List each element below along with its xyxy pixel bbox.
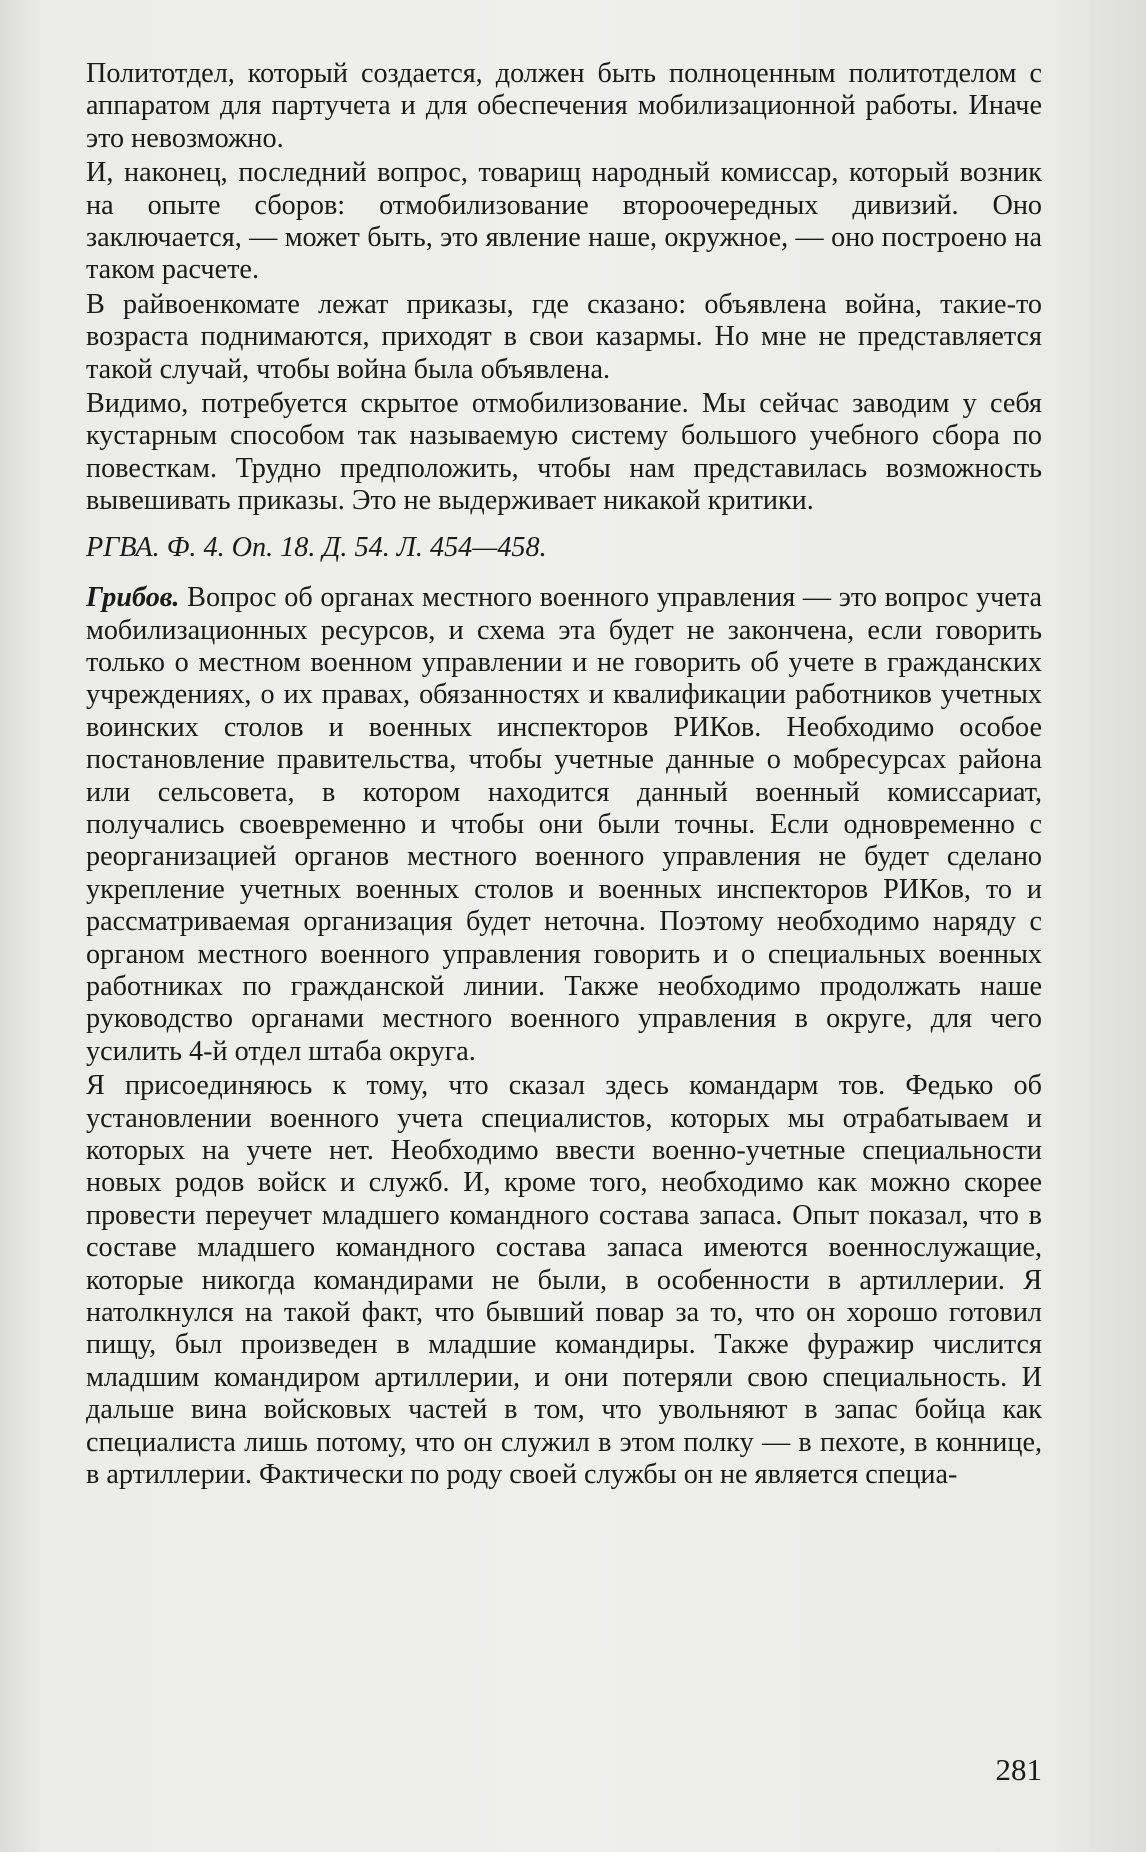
speaker-speech: Вопрос об органах местного военного управления — это вопрос учета мобилизационных ресурсов, и схема эта будет не закончена, если говорить только о местном военном управлении и не говорить об учете в гражданских учреждениях, о их правах, обязанностях и квалификации работников учетных воинских столов и военных инспекторов РИКов. Необходимо особое постановление правительства, чтобы учетные данные о мобресурсах района или сельсовета, в котором находится данный военный комиссариат, получались своевременно и чтобы они были точны. Если одновременно с реорганизацией органов местного военного управления не будет сделано укрепление учетных военных столов и военных инспекторов РИКов, то и рассматриваемая организация будет неточна. Поэтому необходимо наряду с органом местного военного управления говорить и о специальных военных работниках по гражданской линии. Также необходимо продолжать наше руководство органами местного военного управления в округе, для чего усилить 4-й отдел штаба округа. (86, 582, 1043, 1067)
archive-citation: РГВА. Ф. 4. Оп. 18. Д. 54. Л. 454—458. (86, 531, 547, 563)
paragraph-gribov (86, 582, 1042, 1068)
paragraph-fedko: Я присоединяюсь к тому, что сказал здесь командарм тов. Федько об установлении военного учета специалистов, которых мы отрабатываем и которых на учете нет. Необходимо ввести военно-учетные специальности новых родов войск и служб. И, кроме того, необходимо как можно скорее провести переучет младшего командного состава запаса. Опыт показал, что в составе младшего командного состава запаса имеются военнослужащие, которые никогда командирами не были, в особенности в артиллерии. Я натолкнулся на такой факт, что бывший повар за то, что он хорошо готовил пищу, был произведен в младшие командиры. Также фуражир числится младшим командиром артиллерии, и они потеряли свою специальность. И дальше вина войсковых частей в том, что увольняют в запас бойца как специалиста лишь потому, что он служил в этом полку — в пехоте, в коннице, в артиллерии. Фактически по роду своей службы он не является специа- (86, 1070, 1042, 1491)
body-text (86, 58, 1042, 1493)
paragraph-hidden-mobilization: Видимо, потребуется скрытое отмобилизование. Мы сейчас заводим у себя кустарным способом так называемую систему большого учебного сбора по повесткам. Трудно предположить, чтобы нам представилась возможность вывешивать приказы. Это не выдерживает никакой критики. (86, 388, 1042, 517)
page-number: 281 (995, 1752, 1042, 1787)
paragraph-raivoenkomat: В райвоенкомате лежат приказы, где сказано: объявлена война, такие-то возраста поднимаются, приходят в свои казармы. Но мне не представляется такой случай, чтобы война была объявлена. (86, 288, 1042, 385)
speaker-name: Грибов. (86, 582, 180, 614)
paragraph-last-question: И, наконец, последний вопрос, товарищ народный комиссар, который возник на опыте сборов: отмобилизование второочередных дивизий. Оно заключается, — может быть, это явление наше, окружное, — оно построено на таком расчете. (86, 157, 1042, 286)
paragraph-politotdel: Политотдел, который создается, должен быть полноценным политотделом с аппаратом для партучета и для обеспечения мобилизационной работы. Иначе это невозможно. (86, 58, 1042, 154)
